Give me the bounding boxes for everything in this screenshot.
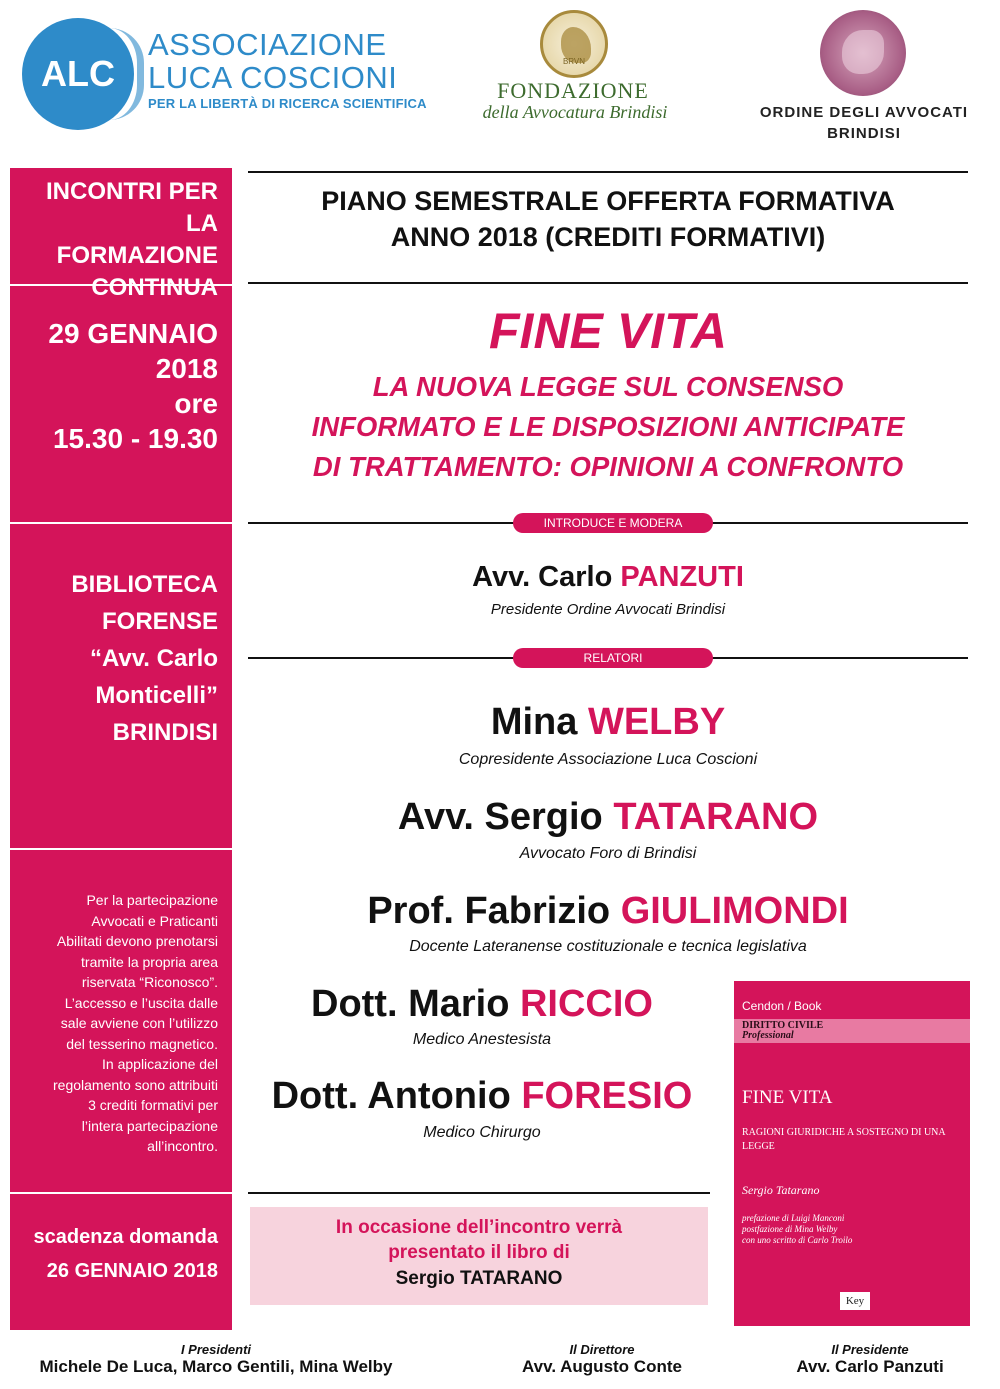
speaker-name: Prof. Fabrizio GIULIMONDI (367, 890, 849, 932)
moderator-label: INTRODUCE E MODERA (513, 513, 713, 533)
alc-name: ASSOCIAZIONE LUCA COSCIONI (148, 27, 398, 95)
sidebar-venue: BIBLIOTECA FORENSE “Avv. Carlo Monticelli” BRINDISI (71, 571, 218, 746)
speaker-name: Dott. Antonio FORESIO (271, 1075, 693, 1117)
sidebar-course-type: INCONTRI PER LA FORMAZIONE CONTINUA (45, 178, 218, 301)
book-band: DIRITTO CIVILE Professional (734, 1019, 970, 1043)
moderator-name: Avv. Carlo PANZUTI (472, 561, 744, 593)
speaker-role: Medico Chirurgo (423, 1124, 541, 1141)
sidebar-divider (10, 522, 232, 524)
divider (248, 282, 968, 284)
speakers-label: RELATORI (513, 648, 713, 668)
fondazione-subtitle: della Avvocatura Brindisi (482, 102, 668, 122)
speaker-role: Copresidente Associazione Luca Coscioni (458, 751, 758, 768)
ordine-name: ORDINE DEGLI AVVOCATI BRINDISI (759, 104, 969, 142)
divider (248, 1192, 710, 1194)
moderator-role: Presidente Ordine Avvocati Brindisi (490, 601, 726, 618)
fondazione-emblem-icon: BRVN (540, 10, 608, 78)
speaker-role: Docente Lateranense costituzionale e tecnica legislativa (409, 938, 807, 955)
sidebar-deadline: scadenza domanda 26 GENNAIO 2018 (33, 1226, 218, 1282)
alc-logo: ALC (22, 18, 134, 130)
plan-heading: PIANO SEMESTRALE OFFERTA FORMATIVA ANNO 2018 (CREDITI FORMATIVI) (321, 186, 895, 252)
footer-presidents: I Presidenti Michele De Luca, Marco Gentili, Mina Welby (39, 1342, 393, 1376)
book-cover: Cendon / Book DIRITTO CIVILE Professional FINE VITA RAGIONI GIURIDICHE A SOSTEGNO DI UNA LEGGE Sergio Tatarano prefazione di Luigi Manconi postfazione di Mina Welby con uno scritto di Carlo Troilo Key (734, 981, 970, 1326)
publisher-logo: Key (840, 1292, 870, 1310)
fondazione-title: FONDAZIONE (497, 78, 649, 103)
footer-president: Il Presidente Avv. Carlo Panzuti (796, 1342, 944, 1376)
sidebar-info: Per la partecipazione Avvocati e Praticanti Abilitati devono prenotarsi tramite la propria area riservata “Riconosco”. L’accesso e l’uscita dalle sale avviene con l’utilizzo del tesserino magnetico. In applicazione del regolamento sono attribuiti 3 crediti formativi per l’intera partecipazione all’incontro. (53, 892, 218, 1154)
event-title: FINE VITA (489, 303, 727, 359)
speaker-name: Dott. Mario RICCIO (311, 983, 653, 1025)
speaker-role: Avvocato Foro di Brindisi (519, 845, 697, 862)
sidebar-divider (10, 848, 232, 850)
sidebar-divider (10, 1192, 232, 1194)
footer-director: Il Direttore Avv. Augusto Conte (522, 1342, 682, 1376)
speaker-name: Avv. Sergio TATARANO (397, 796, 819, 838)
speaker-role: Medico Anestesista (412, 1031, 552, 1048)
ordine-emblem-icon (820, 10, 906, 96)
divider (248, 171, 968, 173)
speaker-name: Mina WELBY (490, 701, 726, 743)
event-subtitle: LA NUOVA LEGGE SUL CONSENSO INFORMATO E LE DISPOSIZIONI ANTICIPATE DI TRATTAMENTO: OPINIONI A CONFRONTO (311, 371, 905, 482)
sidebar-date: 29 GENNAIO 2018 ore 15.30 - 19.30 (48, 318, 218, 454)
book-note: In occasione dell’incontro verrà presentato il libro di Sergio TATARANO (250, 1207, 708, 1305)
alc-tagline: PER LA LIBERTÀ DI RICERCA SCIENTIFICA (148, 96, 427, 111)
